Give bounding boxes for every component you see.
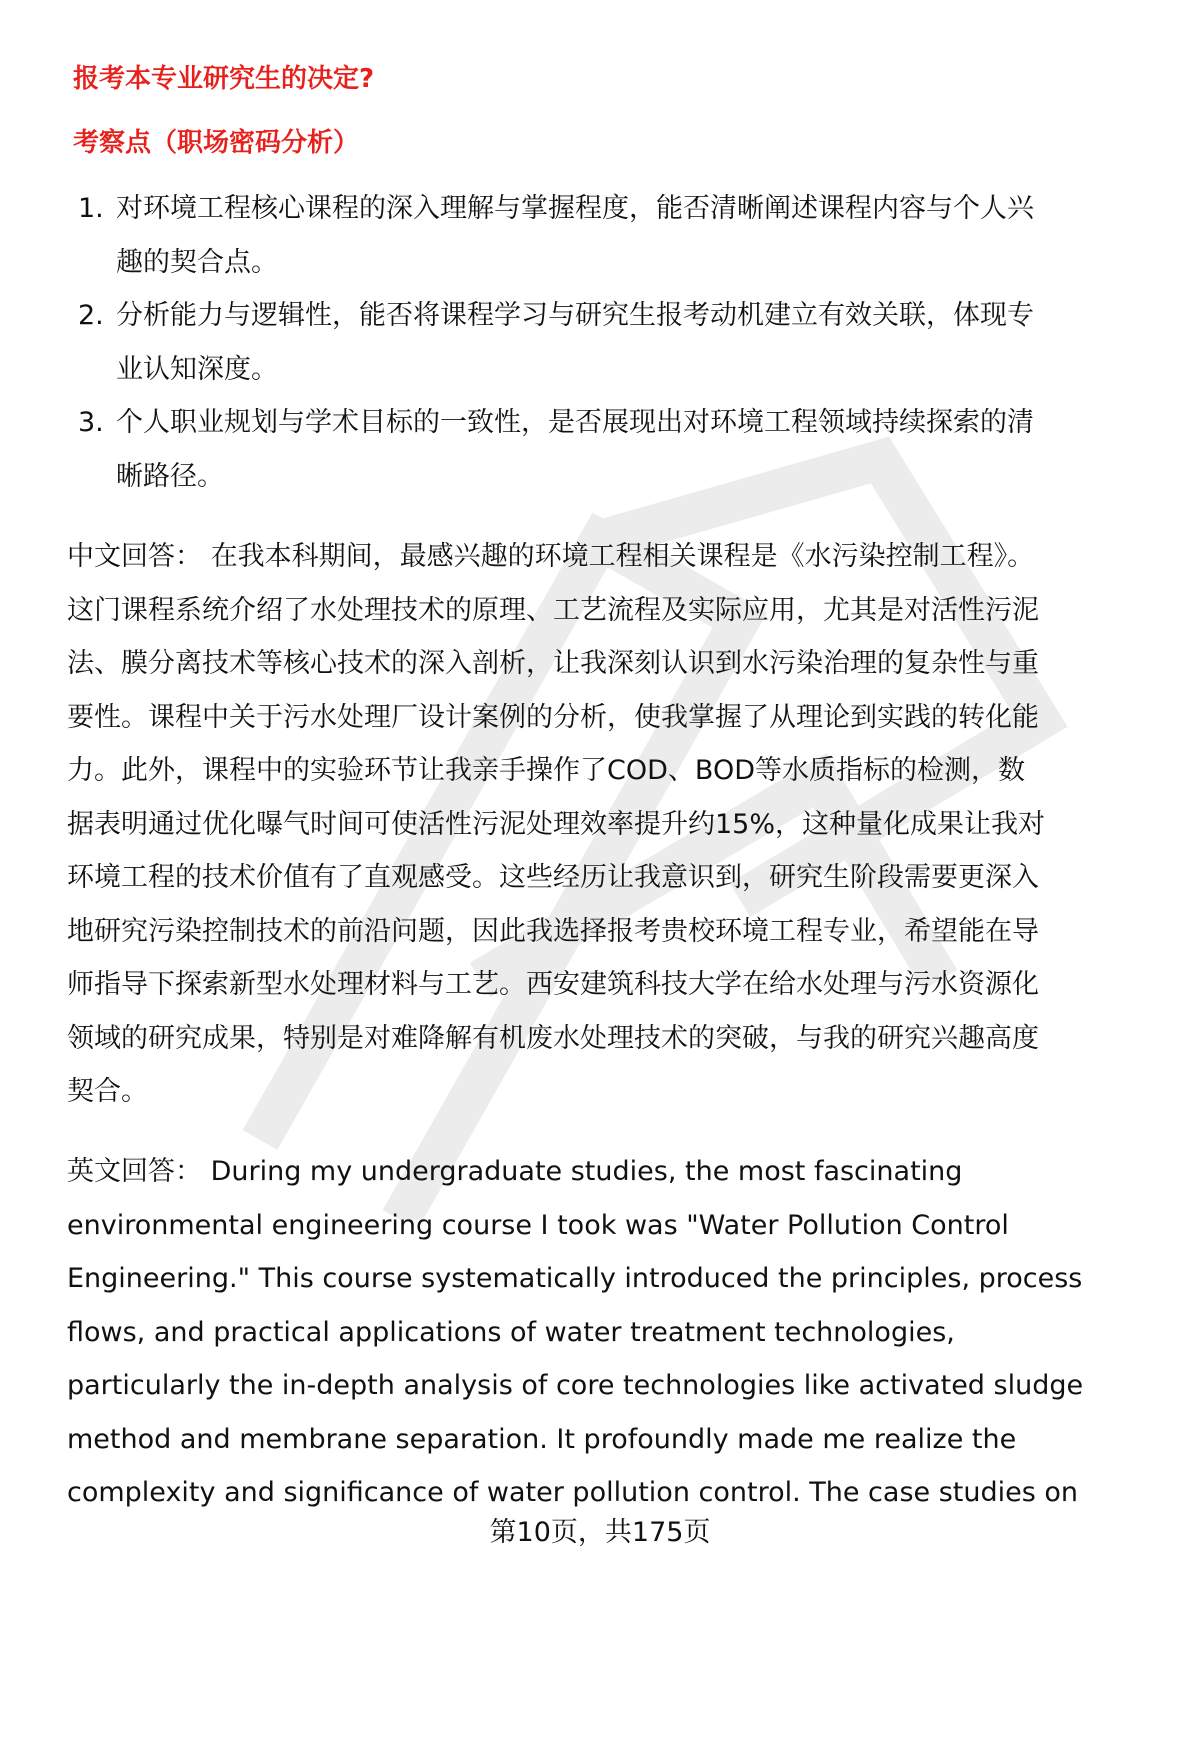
answer-line: Engineering." This course systematically introduced the principles, process bbox=[67, 1263, 1083, 1294]
answer-line: complexity and significance of water pollution control. The case studies on bbox=[67, 1477, 1079, 1508]
page-footer: 第10页，共175页 bbox=[489, 1517, 711, 1548]
list-item-line: 分析能力与逻辑性，能否将课程学习与研究生报考动机建立有效关联，体现专 bbox=[116, 300, 1034, 331]
list-item-line: 对环境工程核心课程的深入理解与掌握程度，能否清晰阐述课程内容与个人兴 bbox=[116, 193, 1034, 224]
answer-line: 地研究污染控制技术的前沿问题，因此我选择报考贵校环境工程专业，希望能在导 bbox=[67, 915, 1039, 947]
answer-line: 领域的研究成果，特别是对难降解有机废水处理技术的突破，与我的研究兴趣高度 bbox=[67, 1022, 1039, 1054]
answer-line: 据表明通过优化曝气时间可使活性污泥处理效率提升约15%，这种量化成果让我对 bbox=[67, 808, 1046, 840]
answer-line: 这门课程系统介绍了水处理技术的原理、工艺流程及实际应用，尤其是对活性污泥 bbox=[67, 594, 1039, 626]
list-item-line: 晰路径。 bbox=[116, 460, 224, 492]
list-item-line: 个人职业规划与学术目标的一致性，是否展现出对环境工程领域持续探索的清 bbox=[116, 407, 1034, 438]
answer-line: environmental engineering course I took was "Water Pollution Control bbox=[67, 1209, 1009, 1241]
answer-line: flows, and practical applications of water treatment technologies, bbox=[67, 1316, 955, 1348]
question-heading: 报考本专业研究生的决定? bbox=[73, 64, 375, 94]
list-number: 3. bbox=[78, 407, 104, 438]
points-heading: 考察点（职场密码分析） bbox=[73, 128, 360, 158]
answer-line: 契合。 bbox=[67, 1076, 148, 1107]
answer-line: particularly the in-depth analysis of core technologies like activated sludge bbox=[67, 1370, 1084, 1401]
list-item-line: 业认知深度。 bbox=[116, 353, 278, 385]
answer-line: 法、膜分离技术等核心技术的深入剖析，让我深刻认识到水污染治理的复杂性与重 bbox=[67, 648, 1039, 679]
answer-line: 力。此外，课程中的实验环节让我亲手操作了COD、BOD等水质指标的检测，数 bbox=[67, 755, 1025, 786]
answer-line: 师指导下探索新型水处理材料与工艺。西安建筑科技大学在给水处理与污水资源化 bbox=[67, 969, 1039, 1000]
list-item-line: 趣的契合点。 bbox=[116, 246, 278, 278]
list-number: 2. bbox=[78, 300, 104, 331]
answer-line: 中文回答： 在我本科期间，最感兴趣的环境工程相关课程是《水污染控制工程》。 bbox=[67, 541, 1035, 572]
answer-line: 英文回答： During my undergraduate studies, the most fascinating bbox=[67, 1156, 963, 1187]
answer-line: method and membrane separation. It profoundly made me realize the bbox=[67, 1423, 1017, 1455]
answer-line: 环境工程的技术价值有了直观感受。这些经历让我意识到，研究生阶段需要更深入 bbox=[67, 862, 1039, 893]
answer-line: 要性。课程中关于污水处理厂设计案例的分析，使我掌握了从理论到实践的转化能 bbox=[67, 701, 1039, 733]
list-number: 1. bbox=[78, 193, 104, 224]
